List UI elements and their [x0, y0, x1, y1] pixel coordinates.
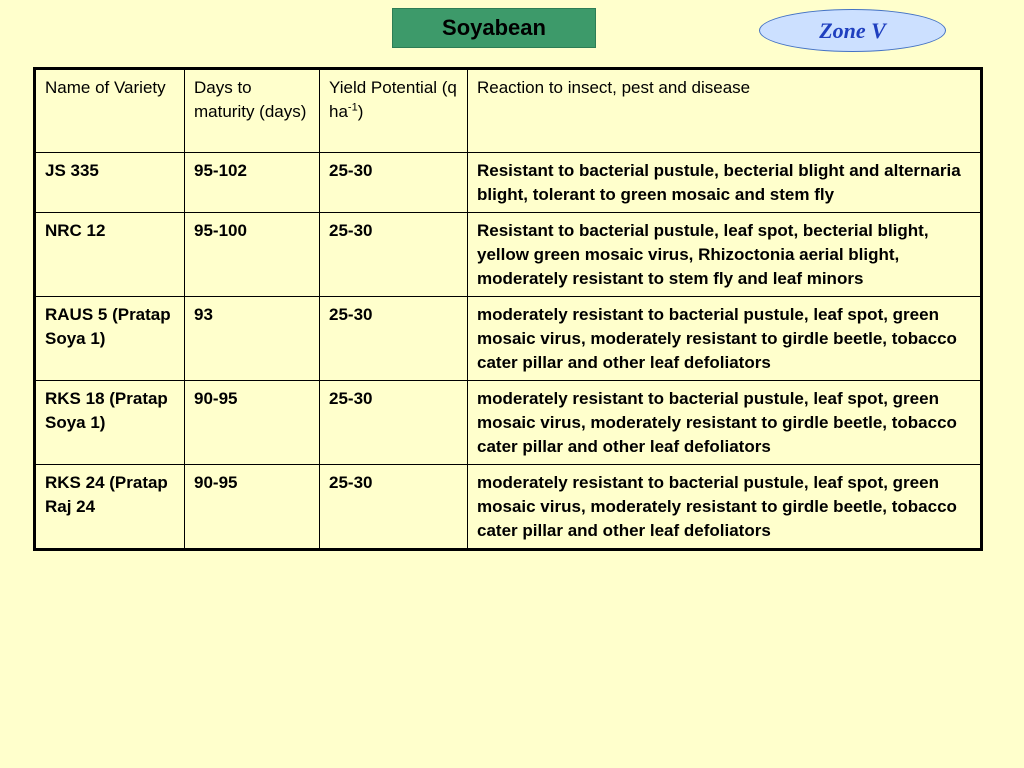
cell-variety: RKS 24 (Pratap Raj 24: [35, 465, 185, 550]
cell-variety: NRC 12: [35, 213, 185, 297]
header-reaction: Reaction to insect, pest and disease: [468, 69, 982, 153]
table-row: [35, 153, 982, 213]
header-yield: [320, 69, 468, 153]
cell-variety: RKS 18 (Pratap Soya 1): [35, 381, 185, 465]
cell-reaction: Resistant to bacterial pustule, becterial blight and alternaria blight, tolerant to green mosaic and stem fly: [468, 153, 982, 213]
cell-variety: RAUS 5 (Pratap Soya 1): [35, 297, 185, 381]
cell-yield: 25-30: [320, 381, 468, 465]
cell-maturity: 93: [185, 297, 320, 381]
zone-badge: Zone V: [759, 9, 946, 52]
cell-yield: 25-30: [320, 297, 468, 381]
header-variety: Name of Variety: [35, 69, 185, 153]
table-row: [35, 297, 982, 381]
cell-maturity: 95-100: [185, 213, 320, 297]
cell-yield: 25-30: [320, 465, 468, 550]
cell-reaction: Resistant to bacterial pustule, leaf spot, becterial blight, yellow green mosaic virus, Rhizoctonia aerial blight, moderately resistant to stem fly and leaf minors: [468, 213, 982, 297]
cell-variety: JS 335: [35, 153, 185, 213]
soyabean-varieties-table: [33, 67, 983, 551]
table-header-row: [35, 69, 982, 153]
header-maturity: Days to maturity (days): [185, 69, 320, 153]
cell-yield: 25-30: [320, 153, 468, 213]
cell-maturity: 90-95: [185, 381, 320, 465]
table-row: [35, 381, 982, 465]
cell-maturity: 90-95: [185, 465, 320, 550]
cell-reaction: moderately resistant to bacterial pustule, leaf spot, green mosaic virus, moderately resistant to girdle beetle, tobacco cater pillar and other leaf defoliators: [468, 465, 982, 550]
cell-yield: 25-30: [320, 213, 468, 297]
cell-reaction: moderately resistant to bacterial pustule, leaf spot, green mosaic virus, moderately resistant to girdle beetle, tobacco cater pillar and other leaf defoliators: [468, 381, 982, 465]
header-yield-close: ): [357, 102, 364, 121]
table-row: [35, 213, 982, 297]
cell-maturity: 95-102: [185, 153, 320, 213]
cell-reaction: moderately resistant to bacterial pustule, leaf spot, green mosaic virus, moderately resistant to girdle beetle, tobacco cater pillar and other leaf defoliators: [468, 297, 982, 381]
header-yield-text: Yield Potential (q ha: [329, 78, 457, 121]
header-yield-superscript: -1: [347, 101, 358, 114]
table-row: [35, 465, 982, 550]
slide-title: Soyabean: [392, 8, 596, 48]
